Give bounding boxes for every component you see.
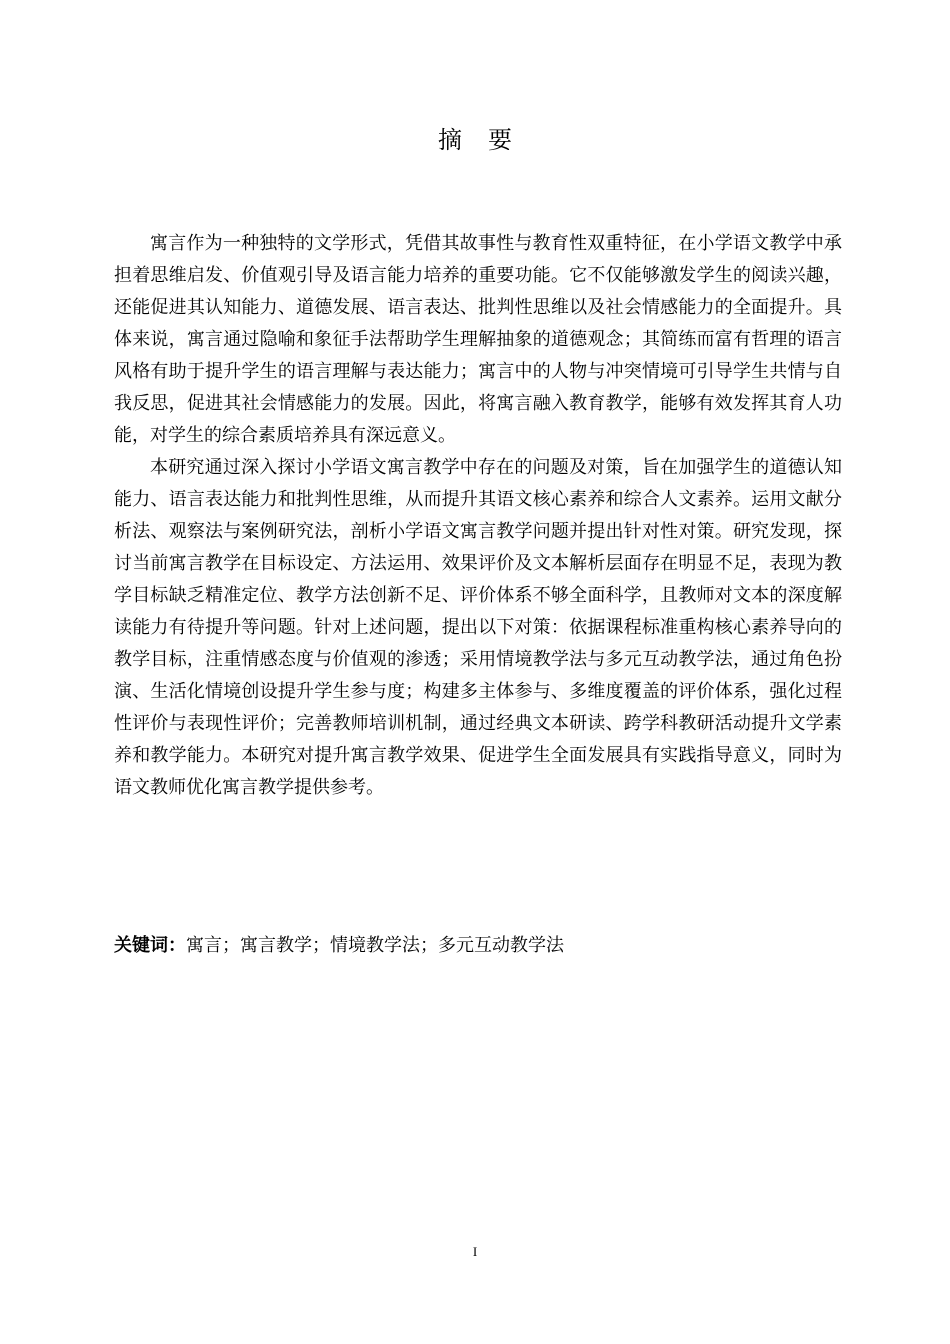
page-number: I	[472, 1244, 478, 1259]
abstract-body	[114, 228, 842, 804]
page-title: 摘要	[438, 126, 538, 154]
keywords-value: 寓言；寓言教学；情境教学法；多元互动教学法	[186, 935, 564, 956]
abstract-paragraph-2: 本研究通过深入探讨小学语文寓言教学中存在的问题及对策，旨在加强学生的道德认知能力、语言表达能力和批判性思维，从而提升其语文核心素养和综合人文素养。运用文献分析法、观察法与案例研究法，剖析小学语文寓言教学问题并提出针对性对策。研究发现，探讨当前寓言教学在目标设定、方法运用、效果评价及文本解析层面存在明显不足，表现为教学目标缺乏精准定位、教学方法创新不足、评价体系不够全面科学，且教师对文本的深度解读能力有待提升等问题。针对上述问题，提出以下对策：依据课程标准重构核心素养导向的教学目标，注重情感态度与价值观的渗透；采用情境教学法与多元互动教学法，通过角色扮演、生活化情境创设提升学生参与度；构建多主体参与、多维度覆盖的评价体系，强化过程性评价与表现性评价；完善教师培训机制，通过经典文本研读、跨学科教研活动提升文学素养和教学能力。本研究对提升寓言教学效果、促进学生全面发展具有实践指导意义，同时为语文教师优化寓言教学提供参考。	[114, 457, 842, 798]
abstract-paragraph-1: 寓言作为一种独特的文学形式，凭借其故事性与教育性双重特征，在小学语文教学中承担着思维启发、价值观引导及语言能力培养的重要功能。它不仅能够激发学生的阅读兴趣，还能促进其认知能力、道德发展、语言表达、批判性思维以及社会情感能力的全面提升。具体来说，寓言通过隐喻和象征手法帮助学生理解抽象的道德观念；其简练而富有哲理的语言风格有助于提升学生的语言理解与表达能力；寓言中的人物与冲突情境可引导学生共情与自我反思，促进其社会情感能力的发展。因此，将寓言融入教育教学，能够有效发挥其育人功能，对学生的综合素质培养具有深远意义。	[114, 233, 842, 446]
keywords-label: 关键词：	[114, 935, 186, 956]
keywords-line	[114, 930, 842, 962]
